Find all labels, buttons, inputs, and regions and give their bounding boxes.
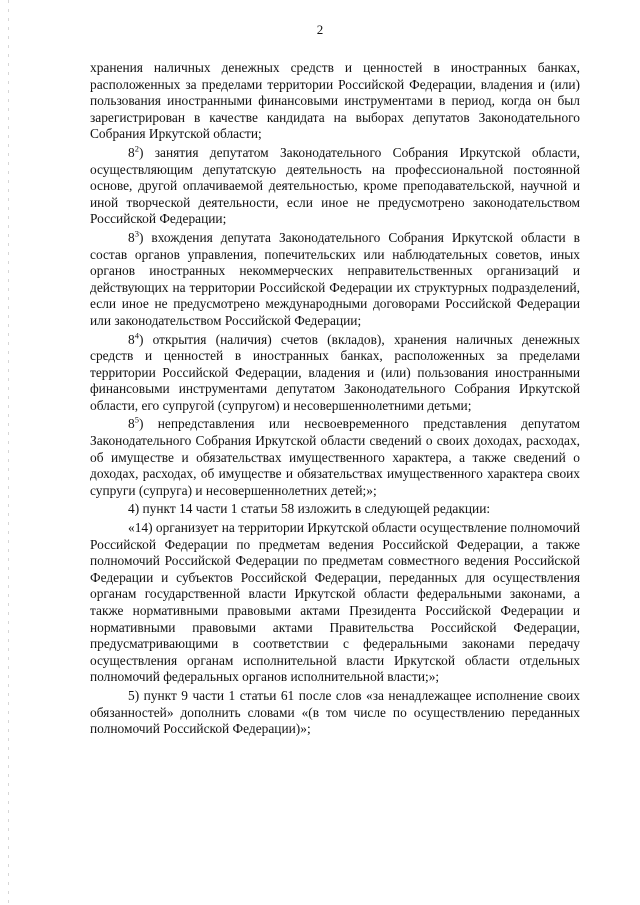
- item-marker-superscript: 5: [134, 415, 139, 425]
- item-marker-paren: ): [138, 144, 144, 160]
- item-marker-paren: ): [138, 331, 144, 347]
- item-marker-superscript: 4: [134, 330, 139, 341]
- paragraph-p6: [90, 520, 580, 686]
- paragraph-text: «14) организует на территории Иркутской области осуществление полномочий Российской Федерации по предметам ведения Российской Федерации, а также полномочий Российской Федерации по предметам совместного ведения Российской Федерации и субъектов Российской Федерации, переданных для осуществления органам государственной власти Иркутской области федеральными законами, а также нормативными правовыми актами Президента Российской Федерации и нормативными правовыми актами Правительства Российской Федерации, предусматривающими в соответствии с федеральными законами передачу осуществления органам исполнительной власти Иркутской области отдельных полномочий федеральных органов исполнительной власти;»;: [90, 520, 580, 685]
- paragraph-p5: [90, 501, 580, 518]
- item-marker-superscript: 3: [134, 228, 139, 239]
- item-marker-superscript: 2: [134, 143, 139, 154]
- paragraph-text: 4) пункт 14 части 1 статьи 58 изложить в следующей редакции:: [128, 501, 491, 517]
- paragraph-text: вхождения депутата Законодательного Собрания Иркутской области в состав органов управления, попечительских или наблюдательных советов, иных органов иностранных некоммерческих неправительственных организаций и действующих на территории Российской Федерации их структурных подразделений, если иное не предусмотрено международными договорами Российской Федерации или законодательством Российской Федерации;: [90, 229, 580, 328]
- paragraph-p4: [90, 416, 580, 499]
- item-marker-paren: ): [138, 416, 144, 432]
- item-marker-number: 8: [128, 144, 135, 160]
- item-marker: [128, 145, 143, 160]
- paragraph-p3: [90, 332, 580, 415]
- paragraph-text: 5) пункт 9 части 1 статьи 61 после слов «за ненадлежащее исполнение своих обязанностей» дополнить словами «(в том числе по осуществлению переданных полномочий Российской Федерации)»;: [90, 687, 580, 737]
- paragraph-p7: [90, 688, 580, 738]
- paragraph-text: занятия депутатом Законодательного Собрания Иркутской области, осуществляющим депутатскую деятельность на профессиональной постоянной основе, другой оплачиваемой деятельностью, кроме преподавательской, научной и иной творческой деятельности, если иное не предусмотрено законодательством Российской Федерации;: [90, 144, 580, 227]
- item-marker: [128, 230, 143, 245]
- item-marker-number: 8: [128, 331, 135, 347]
- item-marker-number: 8: [128, 229, 135, 245]
- paragraph-text: открытия (наличия) счетов (вкладов), хранения наличных денежных средств и ценностей в иностранных банках, расположенных за пределами территории Российской Федерации, владения и (или) пользования иностранными финансовыми инструментами депутатом Законодательного Собрания Иркутской области, его супругой (супругом) и несовершеннолетними детьми;: [90, 331, 580, 413]
- item-marker: [128, 332, 143, 347]
- scan-edge-artifact: [8, 0, 9, 905]
- paragraph-p1: [90, 145, 580, 228]
- page-number: 2: [316, 22, 324, 37]
- paragraph-text: непредставления или несвоевременного представления депутатом Законодательного Собрания Иркутской области сведений о своих доходах, расходах, об имуществе и обязательствах имущественного характера, а также сведений о доходах, расходах, об имуществе и обязательствах имущественного характера своих супруги (супруга) и несовершеннолетних детей;»;: [90, 416, 580, 498]
- paragraph-p2: [90, 230, 580, 330]
- item-marker-number: 8: [128, 416, 135, 432]
- document-body: [90, 60, 580, 740]
- item-marker: [128, 416, 143, 431]
- paragraph-p0: [90, 60, 580, 143]
- item-marker-paren: ): [138, 229, 144, 245]
- paragraph-text: хранения наличных денежных средств и ценностей в иностранных банках, расположенных за пределами территории Российской Федерации, владения и (или) пользования иностранными финансовыми инструментами в период, когда он был зарегистрирован в качестве кандидата на выборах депутатов Законодательного Собрания Иркутской области;: [90, 60, 580, 142]
